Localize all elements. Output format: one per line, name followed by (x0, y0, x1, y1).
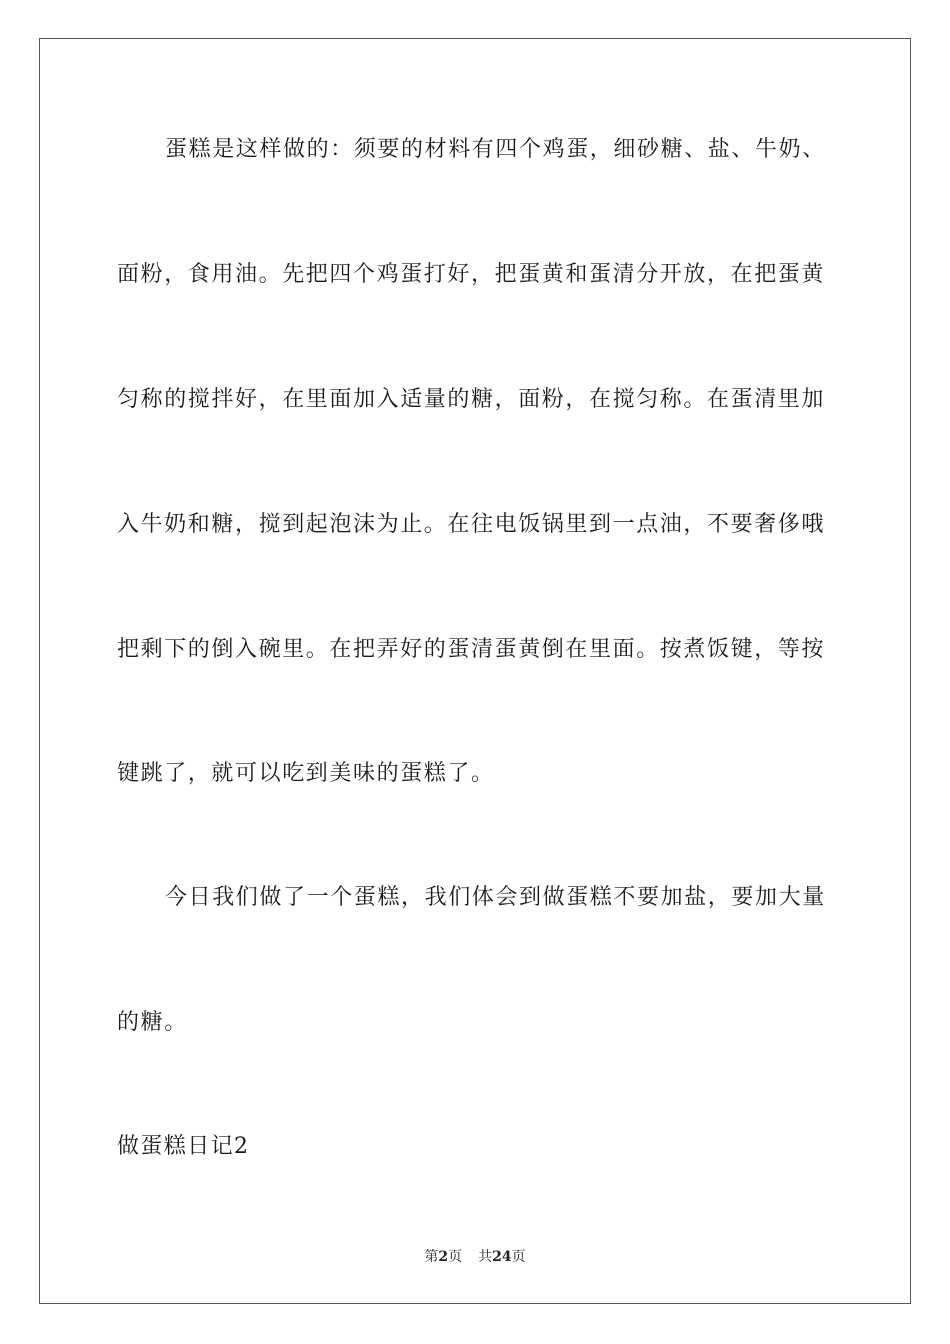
paragraph-1-line-4: 入牛奶和糖，搅到起泡沫为止。在往电饭锅里到一点油，不要奢侈哦 (117, 512, 826, 537)
paragraph-2-line-2: 的糖。 (117, 1010, 188, 1035)
paragraph-1-line-6: 键跳了，就可以吃到美味的蛋糕了。 (117, 761, 495, 786)
paragraph-1-line-3: 匀称的搅拌好，在里面加入适量的糖，面粉，在搅匀称。在蛋清里加 (117, 387, 826, 412)
section-heading: 做蛋糕日记2 (117, 1134, 250, 1159)
page-footer (0, 1248, 950, 1266)
page-suffix: 页 (448, 1249, 463, 1265)
total-prefix: 共 (478, 1249, 493, 1265)
page-prefix: 第 (424, 1249, 439, 1265)
paragraph-2-line-1: 今日我们做了一个蛋糕，我们体会到做蛋糕不要加盐，要加大量 (165, 885, 826, 910)
paragraph-1-line-5: 把剩下的倒入碗里。在把弄好的蛋清蛋黄倒在里面。按煮饭键，等按 (117, 637, 826, 662)
total-pages: 24 (492, 1249, 512, 1265)
page-border (39, 38, 911, 1304)
page-number: 2 (438, 1249, 449, 1265)
total-suffix: 页 (511, 1249, 526, 1265)
paragraph-1-line-1: 蛋糕是这样做的：须要的材料有四个鸡蛋，细砂糖、盐、牛奶、 (165, 137, 826, 162)
paragraph-1-line-2: 面粉，食用油。先把四个鸡蛋打好，把蛋黄和蛋清分开放，在把蛋黄 (117, 262, 826, 287)
